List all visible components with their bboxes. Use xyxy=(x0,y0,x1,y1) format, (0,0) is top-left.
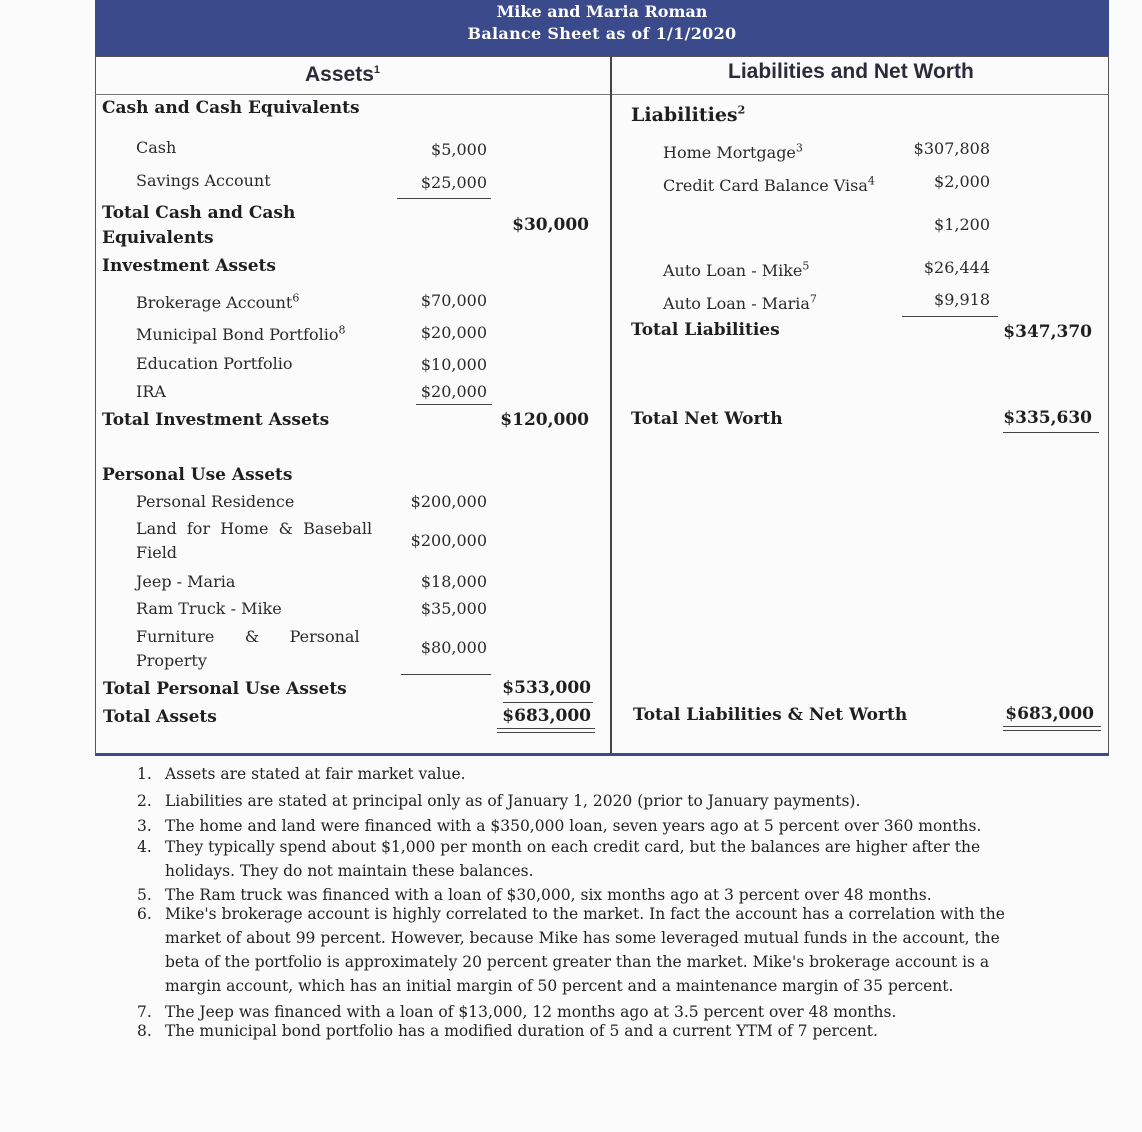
asset-label-land-cont: Field xyxy=(136,543,178,562)
asset-label-municipal-bond: Municipal Bond Portfolio$^8$ xyxy=(136,323,346,344)
client-names: Mike and Maria Roman xyxy=(496,2,708,21)
total-personal-label: Total Personal Use Assets xyxy=(103,679,347,699)
footnote-text: The Ram truck was financed with a loan of $30,000, six months ago at 3 percent over 48 months. xyxy=(165,886,932,904)
total-liabilities-net-worth-label: Total Liabilities & Net Worth xyxy=(633,705,908,725)
asset-label-ram-truck: Ram Truck - Mike xyxy=(136,599,282,618)
liability-value-auto-maria: $9,918 xyxy=(934,290,990,309)
asset-label-education: Education Portfolio xyxy=(136,354,293,373)
liability-value-credit-card-2: $1,200 xyxy=(934,215,990,234)
footnote-number: 6. xyxy=(137,905,152,923)
column-divider xyxy=(610,56,612,754)
total-cash-value: $30,000 xyxy=(512,215,589,235)
asset-value-ira: $20,000 xyxy=(420,382,487,401)
subtotal-rule xyxy=(1003,432,1099,433)
liability-value-auto-mike: $26,444 xyxy=(923,258,990,277)
liabilities-section-title: Liabilities$^2$ xyxy=(631,103,746,126)
assets-column-heading: Assets$^1$ xyxy=(305,63,381,86)
footnote-number: 3. xyxy=(137,817,152,835)
subtotal-rule xyxy=(397,198,491,199)
total-cash-label-cont: Equivalents xyxy=(102,228,214,248)
liability-label-mortgage: Home Mortgage$^3$ xyxy=(663,141,803,162)
double-rule xyxy=(1003,726,1101,727)
double-rule xyxy=(497,728,595,729)
total-liabilities-value: $347,370 xyxy=(1003,322,1092,342)
column-header-rule xyxy=(95,94,1109,95)
asset-label-furniture-cont: Property xyxy=(136,651,207,670)
asset-value-education: $10,000 xyxy=(420,355,487,374)
footnote-text: The Jeep was financed with a loan of $13,000, 12 months ago at 3.5 percent over 48 months. xyxy=(165,1003,897,1021)
asset-value-municipal-bond: $20,000 xyxy=(420,323,487,342)
subtotal-rule xyxy=(401,674,491,675)
asset-value-jeep: $18,000 xyxy=(420,572,487,591)
asset-label-land: Land for Home & Baseball xyxy=(136,519,373,538)
total-liabilities-label: Total Liabilities xyxy=(631,320,780,340)
liability-label-visa: Credit Card Balance Visa$^4$ xyxy=(663,174,875,195)
footnote-text: Mike's brokerage account is highly correlated to the market. In fact the account has a correlation with the xyxy=(165,905,1005,923)
liabilities-column-heading: Liabilities and Net Worth xyxy=(728,60,974,83)
footnote-text: Liabilities are stated at principal only as of January 1, 2020 (prior to January payments). xyxy=(165,792,861,810)
total-assets-label: Total Assets xyxy=(103,707,217,727)
balance-sheet-header xyxy=(95,0,1109,56)
footnote-text: market of about 99 percent. However, because Mike has some leveraged mutual funds in the account, the xyxy=(165,929,1000,947)
total-assets-value: $683,000 xyxy=(502,706,591,726)
balance-sheet-title: Balance Sheet as of 1/1/2020 xyxy=(467,24,737,43)
footnote-number: 4. xyxy=(137,838,152,856)
total-personal-value: $533,000 xyxy=(502,678,591,698)
asset-label-cash: Cash xyxy=(136,138,177,157)
asset-label-residence: Personal Residence xyxy=(136,492,295,511)
asset-value-furniture: $80,000 xyxy=(420,638,487,657)
asset-value-brokerage: $70,000 xyxy=(420,291,487,310)
liability-label-auto-mike: Auto Loan - Mike$^5$ xyxy=(663,259,810,280)
footnote-number: 2. xyxy=(137,792,152,810)
asset-value-residence: $200,000 xyxy=(410,492,487,511)
asset-label-jeep: Jeep - Maria xyxy=(136,572,236,591)
footnote-text: holidays. They do not maintain these balances. xyxy=(165,862,534,880)
asset-label-savings: Savings Account xyxy=(136,171,271,190)
asset-label-brokerage: Brokerage Account$^6$ xyxy=(136,291,300,312)
footnote-text: They typically spend about $1,000 per month on each credit card, but the balances are higher after the xyxy=(165,838,981,856)
footnote-text: Assets are stated at fair market value. xyxy=(165,765,466,783)
personal-section-title: Personal Use Assets xyxy=(102,465,293,485)
total-cash-label: Total Cash and Cash xyxy=(102,203,296,223)
subtotal-rule xyxy=(416,404,492,405)
double-rule xyxy=(1003,730,1101,731)
footnote-number: 5. xyxy=(137,886,152,904)
footnote-text: The home and land were financed with a $350,000 loan, seven years ago at 5 percent over 360 months. xyxy=(165,817,982,835)
total-liabilities-net-worth-value: $683,000 xyxy=(1005,704,1094,724)
net-worth-value: $335,630 xyxy=(1003,408,1092,428)
balance-sheet-table xyxy=(95,56,1109,756)
asset-label-ira: IRA xyxy=(136,382,166,401)
asset-value-land: $200,000 xyxy=(410,531,487,550)
investment-section-title: Investment Assets xyxy=(102,256,276,276)
asset-value-savings: $25,000 xyxy=(420,173,487,192)
total-investment-value: $120,000 xyxy=(500,410,589,430)
cash-section-title: Cash and Cash Equivalents xyxy=(102,98,360,118)
double-rule xyxy=(497,732,595,733)
asset-value-ram-truck: $35,000 xyxy=(420,599,487,618)
footnote-number: 8. xyxy=(137,1022,152,1040)
footnote-text: The municipal bond portfolio has a modified duration of 5 and a current YTM of 7 percent. xyxy=(165,1022,878,1040)
total-investment-label: Total Investment Assets xyxy=(102,410,330,430)
liability-value-visa: $2,000 xyxy=(934,172,990,191)
footnote-text: beta of the portfolio is approximately 20 percent greater than the market. Mike's brokerage account is a xyxy=(165,953,990,971)
subtotal-rule xyxy=(902,316,998,317)
liability-value-mortgage: $307,808 xyxy=(913,139,990,158)
footnote-number: 1. xyxy=(137,765,152,783)
asset-value-cash: $5,000 xyxy=(431,140,487,159)
asset-label-furniture: Furniture & Personal xyxy=(136,627,360,646)
liability-label-auto-maria: Auto Loan - Maria$^7$ xyxy=(663,292,817,313)
footnote-number: 7. xyxy=(137,1003,152,1021)
subtotal-rule xyxy=(503,702,593,703)
footnote-text: margin account, which has an initial margin of 50 percent and a maintenance margin of 35 percent. xyxy=(165,977,954,995)
net-worth-label: Total Net Worth xyxy=(631,409,783,429)
